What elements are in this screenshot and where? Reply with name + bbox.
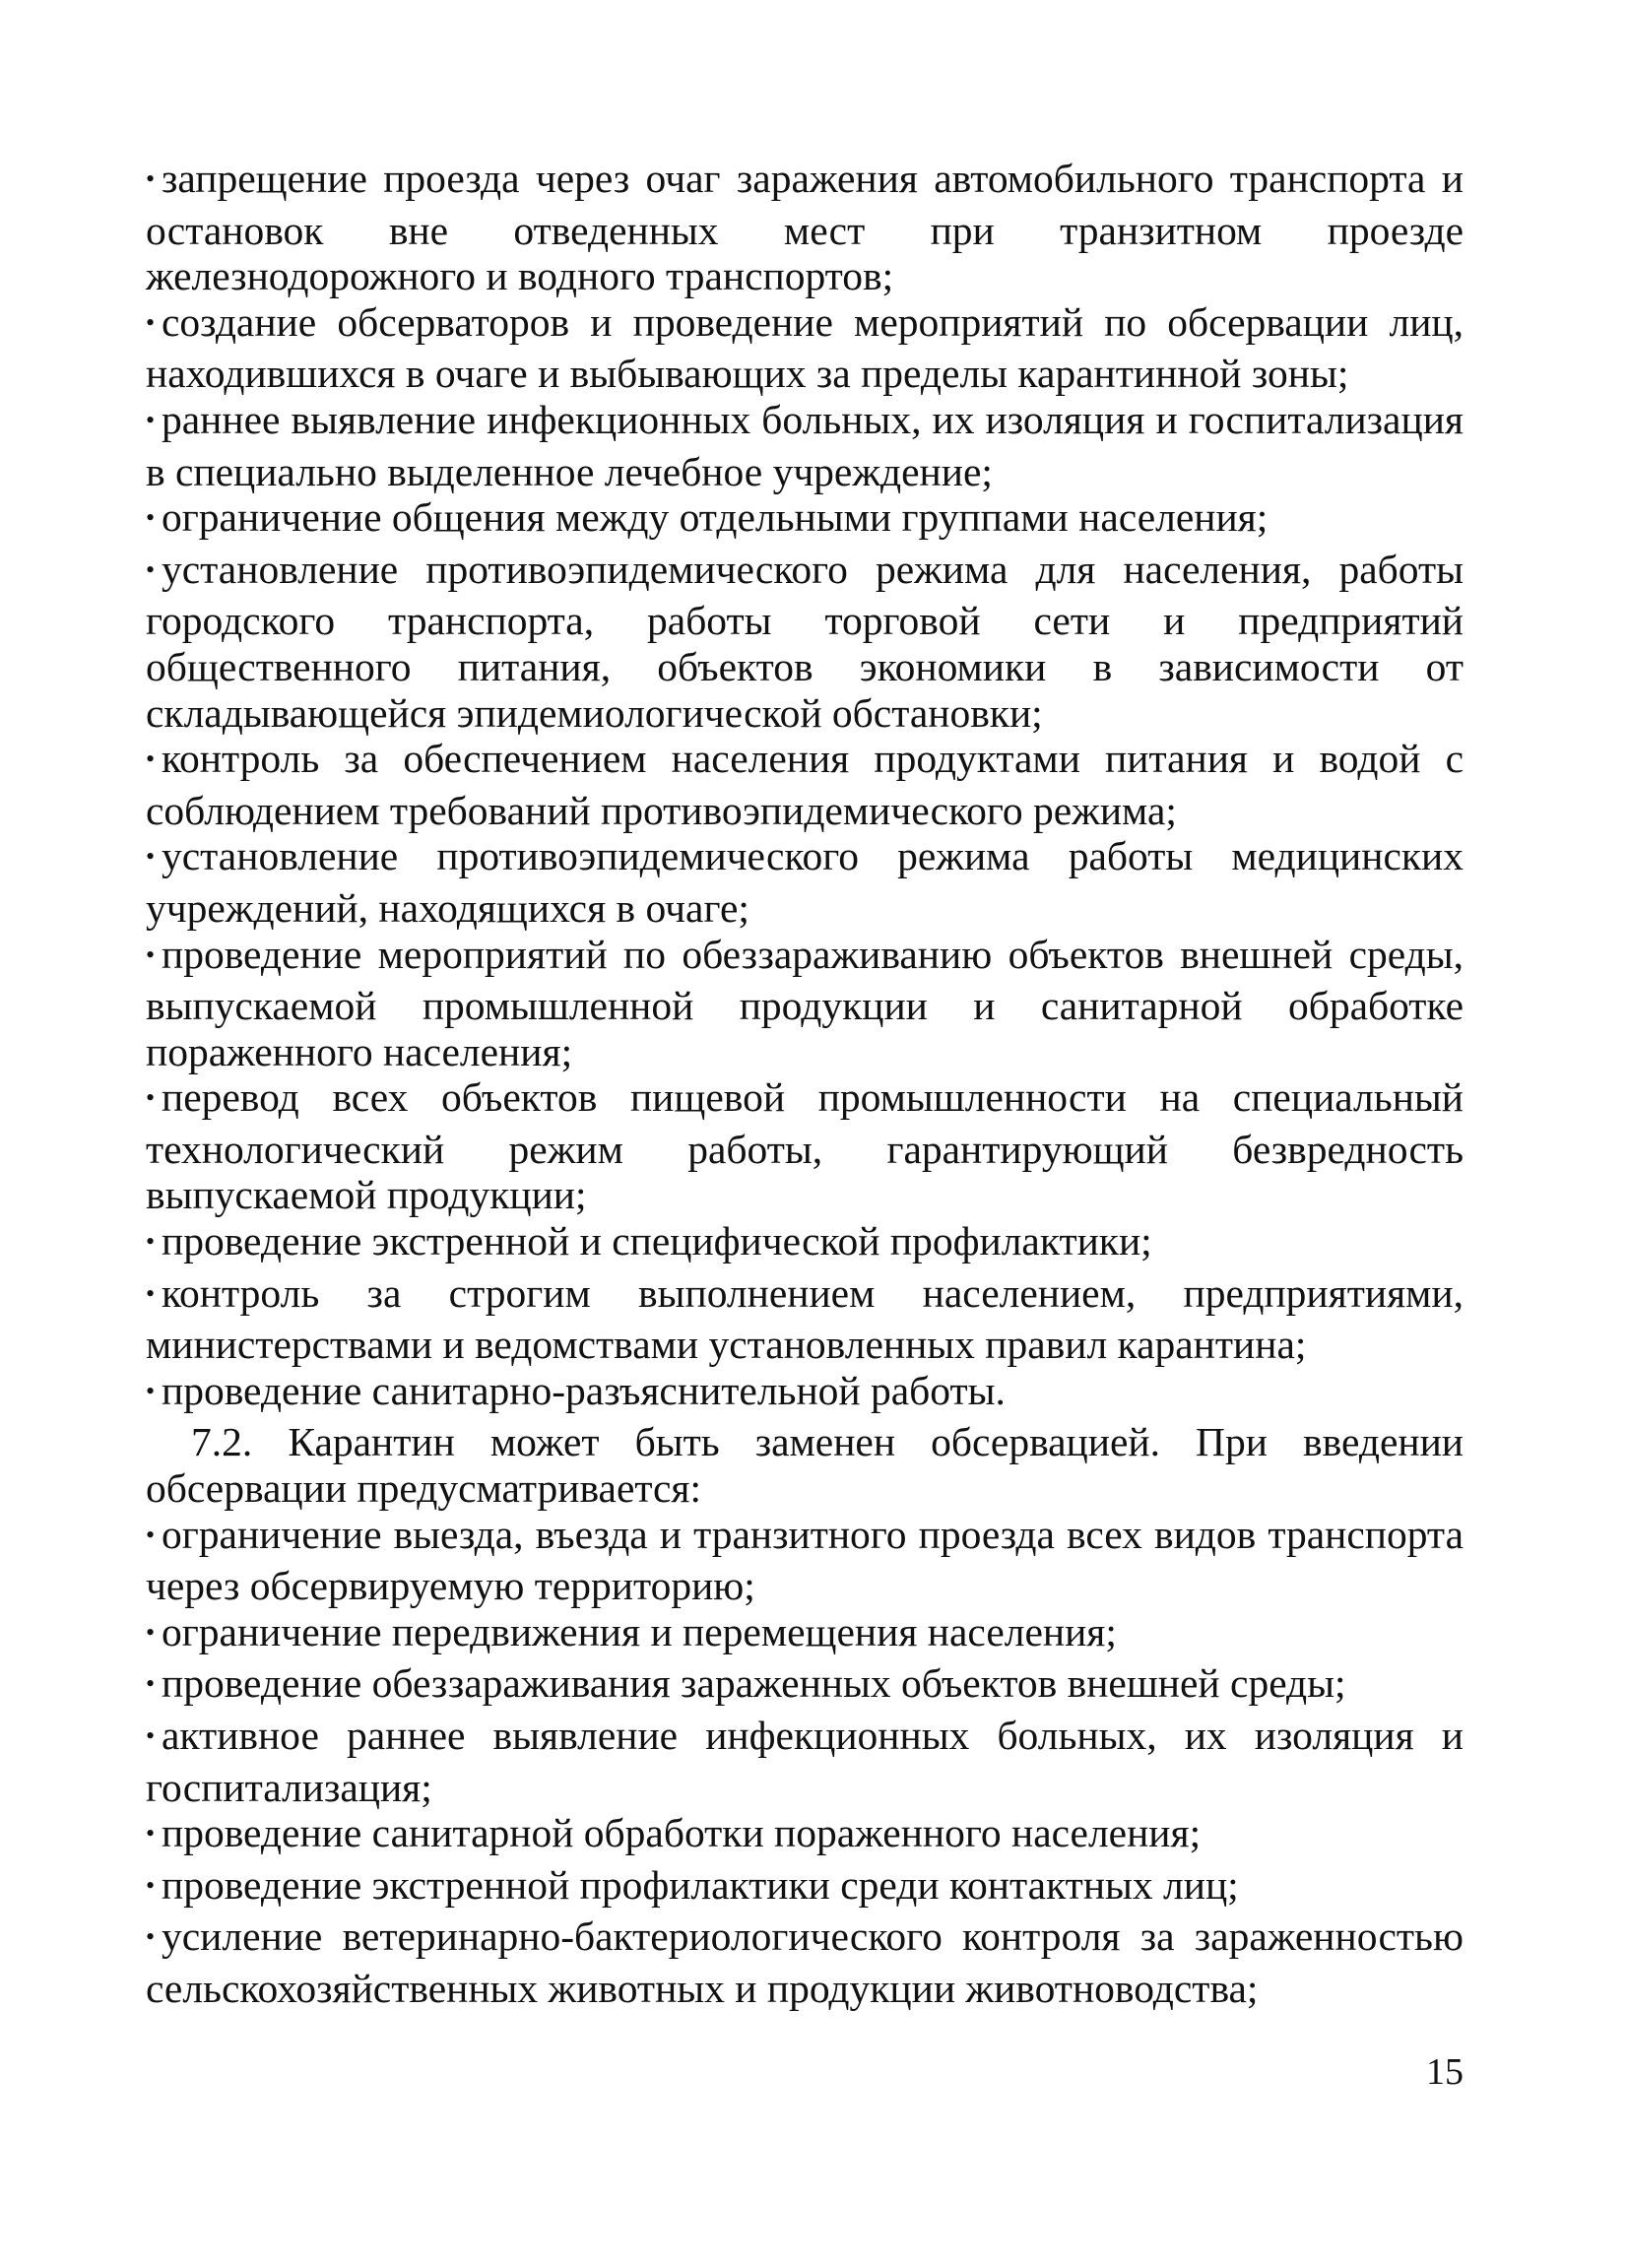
list-item-text: проведение санитарно-разъяснительной работы. (162, 1367, 1006, 1413)
bullet-icon (146, 932, 162, 984)
list-item (146, 156, 1464, 299)
list-item-text: проведение экстренной и специфической профилактики; (162, 1218, 1152, 1264)
bullet-icon (146, 1218, 162, 1270)
list-item-text: проведение экстренной профилактики среди контактных лиц; (162, 1861, 1239, 1908)
measures-list-quarantine (146, 156, 1464, 1419)
bullet-icon (146, 156, 162, 208)
bullet-icon (146, 1368, 162, 1420)
bullet-icon (146, 1512, 162, 1564)
bullet-icon (146, 1609, 162, 1661)
list-item-text: ограничение выезда, въезда и транзитного проезда всех видов транспорта через обсервируемую территорию; (146, 1511, 1464, 1609)
bullet-icon (146, 397, 162, 449)
list-item-text: ограничение передвижения и перемещения населения; (162, 1608, 1117, 1654)
bullet-icon (146, 1074, 162, 1127)
list-item (146, 1660, 1464, 1713)
list-item (146, 736, 1464, 833)
list-item (146, 1713, 1464, 1810)
list-item-text: проведение мероприятий по обеззараживанию объектов внешней среды, выпускаемой промышленной продукции и санитарной обработке пораженного населения; (146, 931, 1464, 1074)
list-item (146, 1810, 1464, 1862)
list-item (146, 494, 1464, 547)
list-item-text: активное раннее выявление инфекционных больных, их изоляция и госпитализация; (146, 1713, 1464, 1810)
list-item-text: проведение обеззараживания зараженных объектов внешней среды; (162, 1660, 1346, 1707)
list-item-text: перевод всех объектов пищевой промышленности на специальный технологический режим работы, гарантирующий безвредность выпускаемой продукции; (146, 1074, 1464, 1218)
paragraph-7-2: 7.2. Карантин может быть заменен обсервацией. При введении обсервации предусматривается: (146, 1419, 1464, 1512)
bullet-icon (146, 547, 162, 599)
bullet-icon (146, 1862, 162, 1914)
list-item-text: установление противоэпидемического режима работы медицинских учреждений, находящихся в очаге; (146, 833, 1464, 931)
list-item-text: контроль за строгим выполнением населением, предприятиями, министерствами и ведомствами установленных правил карантина; (146, 1269, 1464, 1368)
list-item (146, 833, 1464, 931)
list-item-text: установление противоэпидемического режима для населения, работы городского транспорта, работы торговой сети и предприятий общественного питания, объектов экономики в зависимости от складывающейся эпидемиологической обстановки; (146, 546, 1464, 736)
list-item (146, 1218, 1464, 1270)
bullet-icon (146, 1810, 162, 1862)
bullet-icon (146, 833, 162, 885)
list-item-text: проведение санитарной обработки пораженного населения; (162, 1810, 1202, 1856)
main-text (146, 156, 1464, 2012)
measures-list-observation (146, 1512, 1464, 2012)
list-item (146, 1913, 1464, 2011)
bullet-icon (146, 1660, 162, 1713)
bullet-icon (146, 1913, 162, 1966)
list-item-text: контроль за обеспечением населения продуктами питания и водой с соблюдением требований противоэпидемического режима; (146, 736, 1464, 833)
bullet-icon (146, 1270, 162, 1323)
bullet-icon (146, 494, 162, 547)
list-item-text: запрещение проезда через очаг заражения автомобильного транспорта и остановок вне отведенных мест при транзитном проезде железнодорожного и водного транспортов; (146, 156, 1464, 299)
list-item-text: раннее выявление инфекционных больных, их изоляция и госпитализация в специально выделенное лечебное учреждение; (146, 396, 1464, 494)
list-item-text: ограничение общения между отдельными группами населения; (162, 494, 1269, 541)
list-item (146, 1074, 1464, 1218)
list-item (146, 1609, 1464, 1661)
bullet-icon (146, 299, 162, 352)
bullet-icon (146, 736, 162, 788)
list-item (146, 932, 1464, 1075)
list-item (146, 1368, 1464, 1420)
list-item (146, 547, 1464, 736)
list-item (146, 299, 1464, 397)
list-item (146, 1512, 1464, 1609)
list-item (146, 397, 1464, 494)
page-number: 15 (1426, 2051, 1464, 2093)
list-item (146, 1270, 1464, 1368)
list-item (146, 1862, 1464, 1914)
list-item-text: создание обсерваторов и проведение мероприятий по обсервации лиц, находившихся в очаге и выбывающих за пределы карантинной зоны; (146, 298, 1464, 397)
list-item-text: усиление ветеринарно-бактериологического контроля за зараженностью сельскохозяйственных животных и продукции животноводства; (146, 1913, 1464, 2011)
bullet-icon (146, 1713, 162, 1765)
